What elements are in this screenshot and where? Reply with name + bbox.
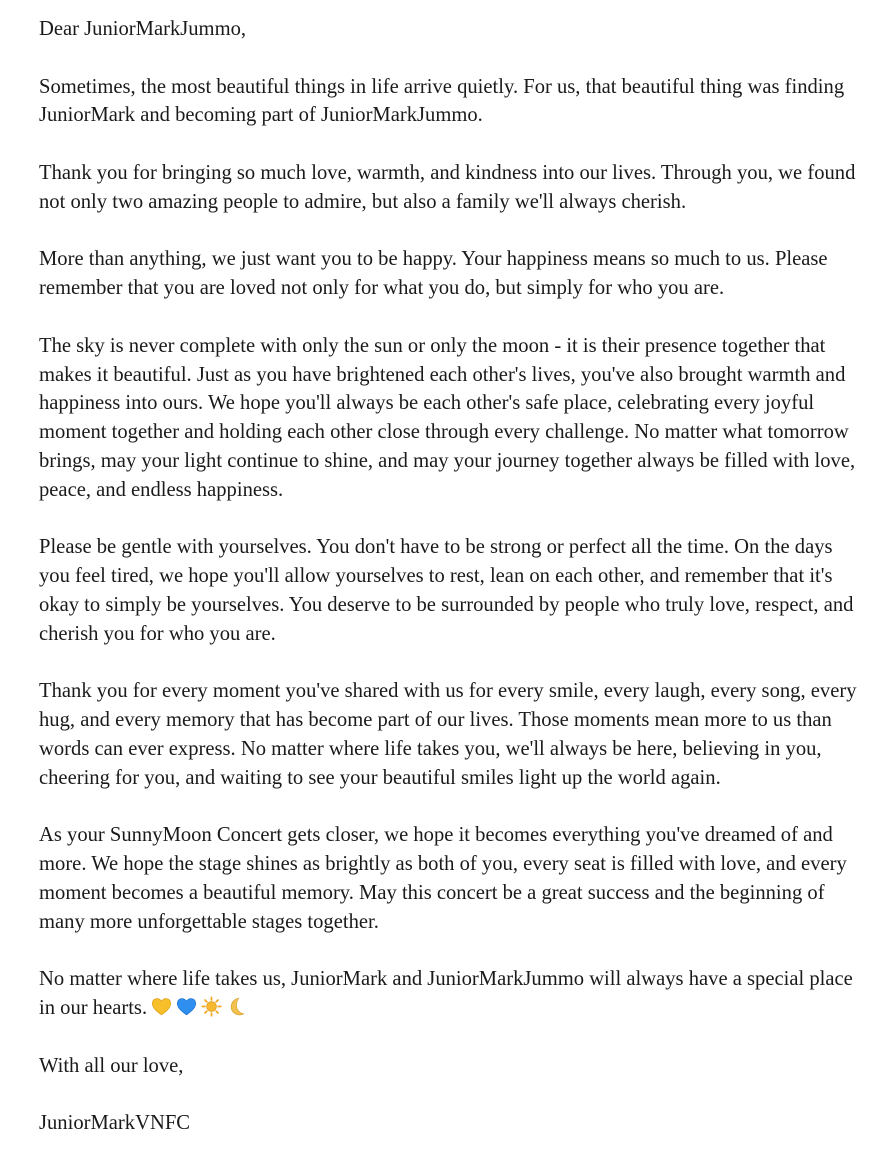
emoji-group xyxy=(151,997,251,1019)
paragraph-6: Thank you for every moment you've shared with us for every smile, every laugh, every song, every hug, and every memory that has become part of our lives. Those moments mean more to us than words can ever express. No matter where life takes you, we'll always be here, believing in you, cheering for you, and waiting to see your beautiful smiles light up the world again. xyxy=(39,680,857,789)
final-paragraph xyxy=(39,965,861,1023)
paragraph-5: Please be gentle with yourselves. You don't have to be strong or perfect all the time. On the days you feel tired, we hope you'll allow yourselves to rest, lean on each other, and remember that it's okay to simply be yourselves. You deserve to be surrounded by people who truly love, respect, and cherish you for who you are. xyxy=(39,536,854,645)
signature: JuniorMarkVNFC xyxy=(39,1112,191,1135)
paragraph-3: More than anything, we just want you to be happy. Your happiness means so much to us. Please remember that you are loved not only for what you do, but simply for who you are. xyxy=(39,248,828,300)
paragraph-7: As your SunnyMoon Concert gets closer, we hope it becomes everything you've dreamed of and more. We hope the stage shines as brightly as both of you, every seat is filled with love, and every moment becomes a beautiful memory. May this concert be a great success and the beginning of many more unforgettable stages together. xyxy=(39,824,847,933)
paragraph-2: Thank you for bringing so much love, warmth, and kindness into our lives. Through you, we found not only two amazing people to admire, but also a family we'll always cherish. xyxy=(39,161,856,213)
crescent-moon-icon xyxy=(226,996,247,1017)
greeting: Dear JuniorMarkJummo, xyxy=(39,18,247,40)
blue-heart-icon xyxy=(176,996,197,1017)
final-paragraph-text: No matter where life takes us, JuniorMark and JuniorMarkJummo will always have a special place in our hearts. xyxy=(39,968,853,1020)
yellow-heart-icon xyxy=(151,996,172,1017)
closing: With all our love, xyxy=(39,1054,184,1077)
paragraph-4: The sky is never complete with only the sun or only the moon - it is their presence together that makes it beautiful. Just as you have brightened each other's lives, you've also brought warmth and happiness into ours. We hope you'll always be each other's safe place, celebrating every joyful moment together and holding each other close through every challenge. No matter what tomorrow brings, may your light continue to shine, and may your journey together always be filled with love, peace, and endless happiness. xyxy=(39,334,856,501)
paragraph-1: Sometimes, the most beautiful things in life arrive quietly. For us, that beautiful thing was finding JuniorMark and becoming part of JuniorMarkJummo. xyxy=(39,75,845,127)
letter-body xyxy=(39,15,861,1138)
sun-icon xyxy=(201,996,222,1017)
